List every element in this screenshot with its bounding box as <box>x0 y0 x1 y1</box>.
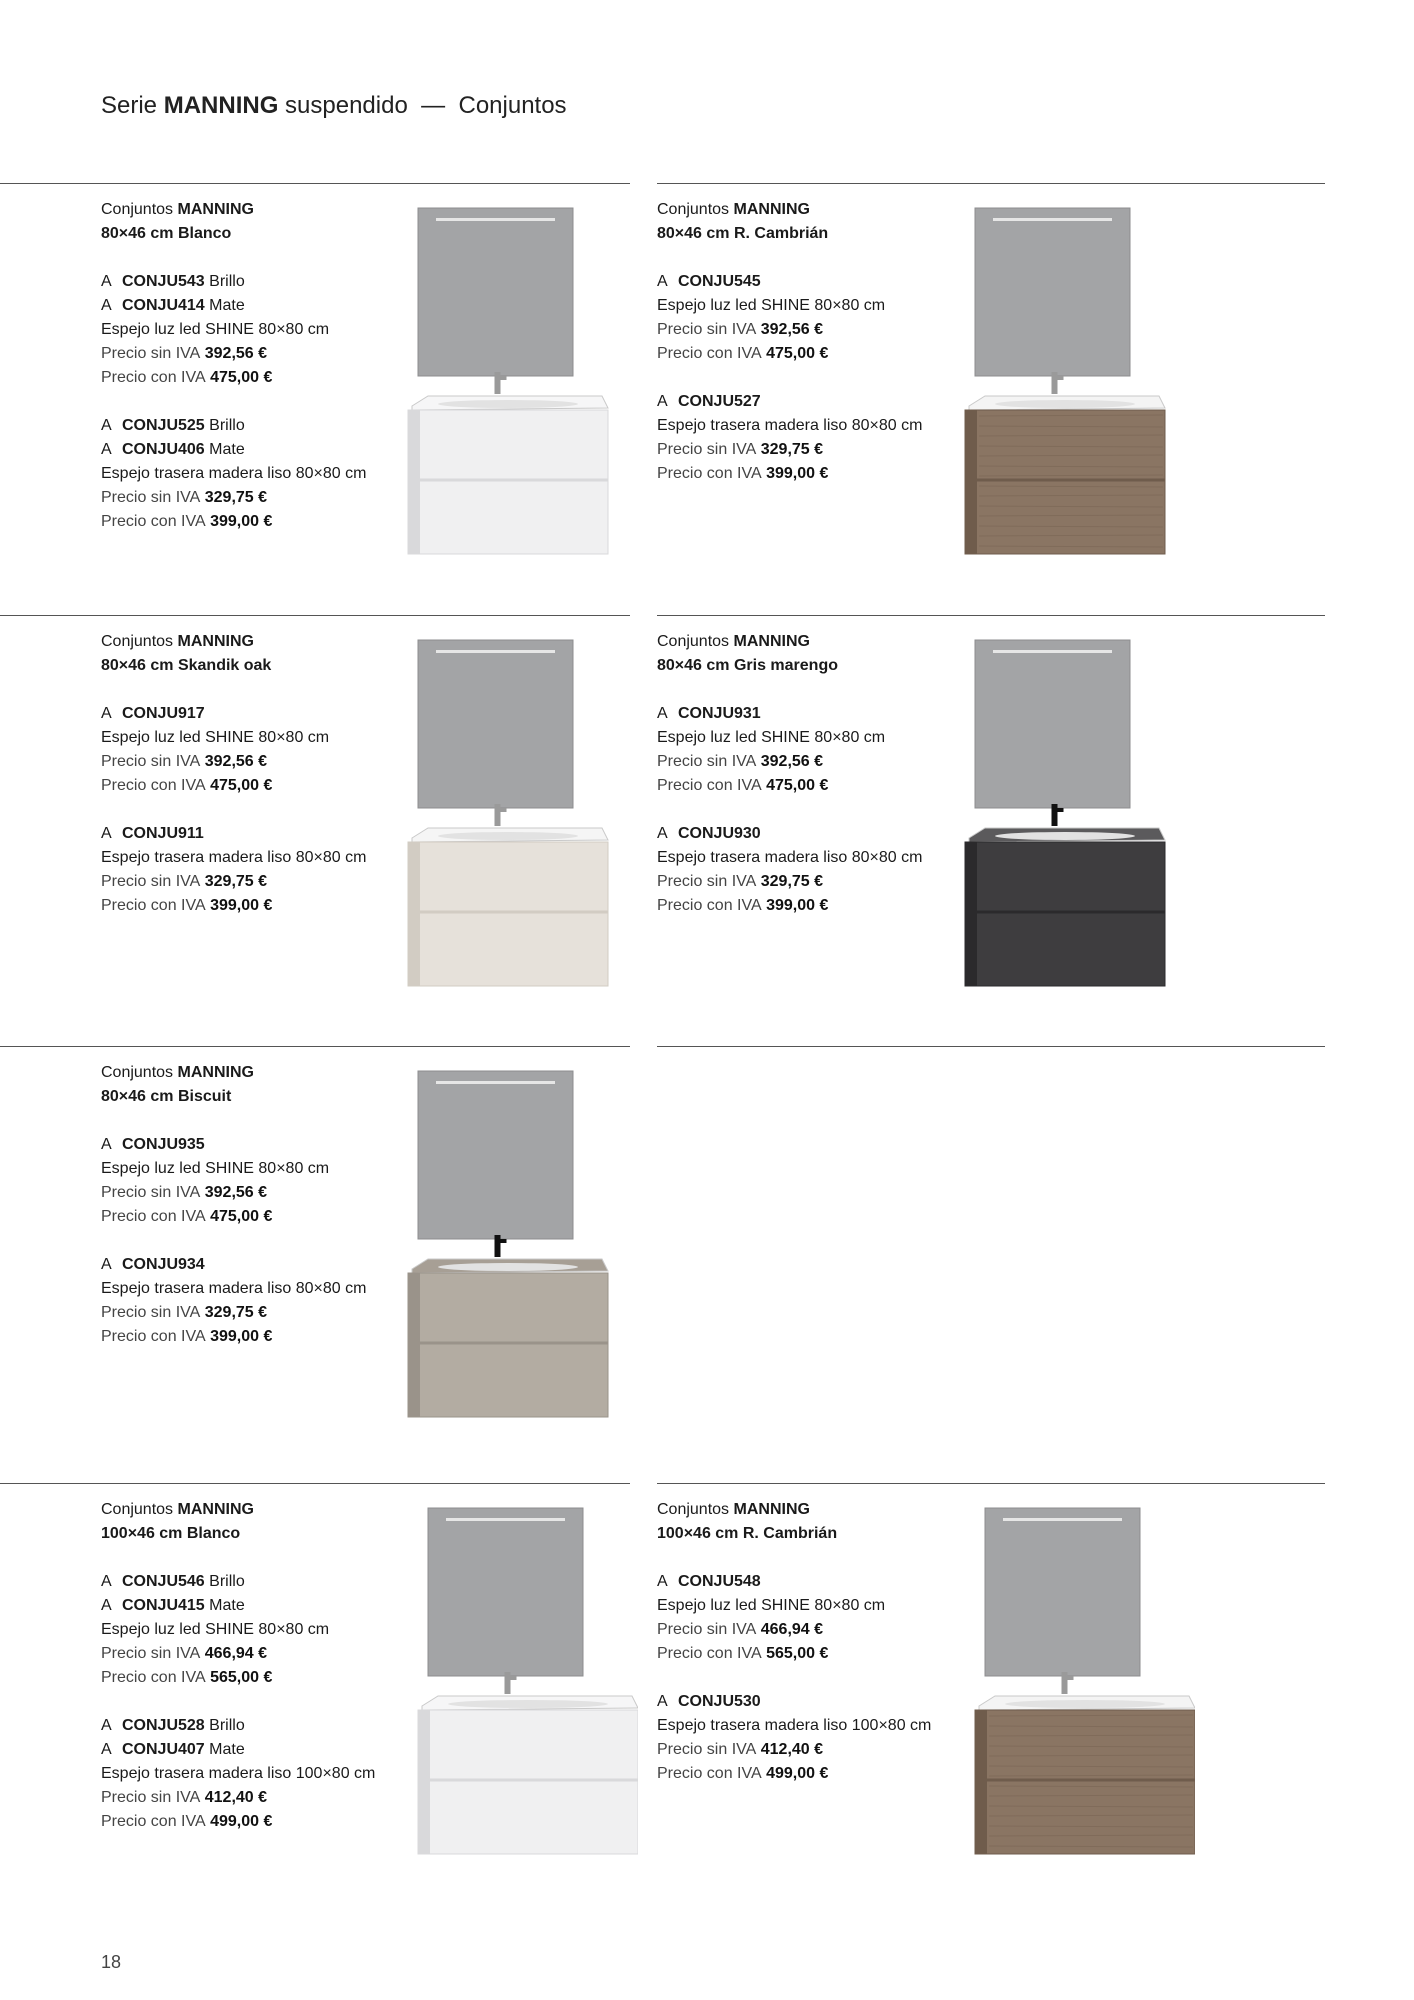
price-value: 565,00 € <box>761 1645 829 1662</box>
finish: Brillo <box>204 417 245 434</box>
heading-brand: MANNING <box>177 633 254 650</box>
block-size: 80×46 cm R. Cambrián <box>657 225 829 242</box>
block-heading <box>657 1498 931 1522</box>
price-without-vat <box>657 870 922 894</box>
cabinet <box>408 410 608 554</box>
code-letter: A <box>101 1741 112 1758</box>
price-label: Precio con IVA <box>101 513 206 530</box>
price-value: 412,40 € <box>756 1741 824 1758</box>
price-label: Precio con IVA <box>101 777 206 794</box>
price-without-vat <box>101 342 366 366</box>
price-label: Precio sin IVA <box>101 489 201 506</box>
divider <box>657 615 1325 616</box>
cabinet-side <box>975 1710 987 1854</box>
price-label: Precio con IVA <box>101 1669 206 1686</box>
price-label: Precio sin IVA <box>101 1645 201 1662</box>
code-line <box>101 294 366 318</box>
cabinet <box>408 842 608 986</box>
heading-brand: MANNING <box>177 1064 254 1081</box>
price-without-vat <box>657 750 922 774</box>
product-code: CONJU548 <box>678 1573 761 1590</box>
product-code: CONJU930 <box>678 825 761 842</box>
price-without-vat <box>101 1181 366 1205</box>
price-value: 475,00 € <box>205 1208 273 1225</box>
product-code: CONJU530 <box>678 1693 761 1710</box>
spacer <box>101 1690 375 1714</box>
tap <box>1062 1672 1068 1694</box>
price-label: Precio sin IVA <box>101 1789 201 1806</box>
finish: Brillo <box>204 1573 245 1590</box>
finish: Mate <box>204 441 245 458</box>
price-without-vat <box>657 1618 931 1642</box>
price-with-vat <box>657 342 922 366</box>
price-value: 399,00 € <box>205 513 273 530</box>
price-value: 329,75 € <box>200 1304 268 1321</box>
price-value: 475,00 € <box>761 777 829 794</box>
mirror <box>985 1508 1140 1676</box>
product-image <box>955 632 1175 992</box>
led-strip <box>446 1518 565 1521</box>
finish: Mate <box>204 1741 245 1758</box>
code-line <box>101 1714 375 1738</box>
price-label: Precio con IVA <box>101 1813 206 1830</box>
code-line <box>657 270 922 294</box>
cabinet <box>408 1273 608 1417</box>
spacer <box>101 798 366 822</box>
price-label: Precio con IVA <box>101 1208 206 1225</box>
price-value: 499,00 € <box>761 1765 829 1782</box>
spacer <box>657 678 922 702</box>
product-code: CONJU546 <box>122 1573 205 1590</box>
price-value: 466,94 € <box>200 1645 268 1662</box>
product-code: CONJU407 <box>122 1741 205 1758</box>
heading-brand: MANNING <box>733 1501 810 1518</box>
tap <box>495 804 501 826</box>
price-with-vat <box>101 510 366 534</box>
block-heading <box>101 1061 366 1085</box>
tap <box>1052 804 1058 826</box>
title-suffix: suspendido <box>285 92 408 119</box>
price-with-vat <box>657 1642 931 1666</box>
price-without-vat <box>657 318 922 342</box>
code-line <box>657 1690 931 1714</box>
product-code: CONJU545 <box>678 273 761 290</box>
spacer <box>657 1666 931 1690</box>
spacer <box>657 246 922 270</box>
heading-brand: MANNING <box>177 1501 254 1518</box>
code-line <box>657 702 922 726</box>
mirror-description: Espejo luz led SHINE 80×80 cm <box>101 729 330 746</box>
divider <box>0 183 630 184</box>
code-letter: A <box>101 705 112 722</box>
code-line <box>101 438 366 462</box>
mirror <box>428 1508 583 1676</box>
spacer <box>657 366 922 390</box>
page-number: 18 <box>101 1952 122 1972</box>
code-letter: A <box>657 393 668 410</box>
price-with-vat <box>657 894 922 918</box>
product-code: CONJU528 <box>122 1717 205 1734</box>
block-size: 80×46 cm Blanco <box>101 225 232 242</box>
title-section: Conjuntos <box>458 92 567 119</box>
code-letter: A <box>101 1597 112 1614</box>
mirror <box>418 640 573 808</box>
product-code: CONJU406 <box>122 441 205 458</box>
price-label: Precio con IVA <box>657 897 762 914</box>
block-size: 100×46 cm Blanco <box>101 1525 241 1542</box>
tap-handle <box>508 1676 517 1680</box>
spacer <box>101 678 366 702</box>
price-label: Precio sin IVA <box>657 441 757 458</box>
product-code: CONJU543 <box>122 273 205 290</box>
product-code: CONJU415 <box>122 1597 205 1614</box>
cabinet <box>418 1710 638 1854</box>
block-heading <box>101 630 366 654</box>
price-value: 399,00 € <box>205 1328 273 1345</box>
price-without-vat <box>101 1642 375 1666</box>
price-value: 392,56 € <box>200 345 268 362</box>
cabinet-side <box>408 410 420 554</box>
spacer <box>657 798 922 822</box>
heading-prefix: Conjuntos <box>657 1501 734 1518</box>
product-block <box>657 630 922 918</box>
price-with-vat <box>101 1205 366 1229</box>
basin-bowl <box>995 832 1135 840</box>
product-image <box>398 632 618 992</box>
product-image <box>955 1500 1195 1860</box>
product-code: CONJU527 <box>678 393 761 410</box>
product-code: CONJU934 <box>122 1256 205 1273</box>
block-heading <box>657 198 922 222</box>
product-block <box>101 1498 375 1834</box>
code-letter: A <box>101 1717 112 1734</box>
spacer <box>101 1546 375 1570</box>
mirror-description: Espejo luz led SHINE 80×80 cm <box>101 1621 330 1638</box>
led-strip <box>436 1081 555 1084</box>
price-value: 499,00 € <box>205 1813 273 1830</box>
price-value: 399,00 € <box>205 897 273 914</box>
code-letter: A <box>101 273 112 290</box>
divider <box>0 615 630 616</box>
price-value: 392,56 € <box>200 1184 268 1201</box>
code-letter: A <box>657 273 668 290</box>
price-without-vat <box>101 870 366 894</box>
price-label: Precio sin IVA <box>657 1741 757 1758</box>
price-value: 475,00 € <box>205 369 273 386</box>
mirror-description: Espejo luz led SHINE 80×80 cm <box>101 321 330 338</box>
tap <box>1052 372 1058 394</box>
block-size: 80×46 cm Biscuit <box>101 1088 232 1105</box>
cabinet-side <box>408 1273 420 1417</box>
price-with-vat <box>101 366 366 390</box>
code-letter: A <box>657 1573 668 1590</box>
price-value: 399,00 € <box>761 897 829 914</box>
divider <box>657 1046 1325 1047</box>
code-line <box>101 702 366 726</box>
code-letter: A <box>101 1573 112 1590</box>
block-size: 80×46 cm Skandik oak <box>101 657 272 674</box>
finish: Mate <box>204 297 245 314</box>
code-line <box>101 414 366 438</box>
price-label: Precio sin IVA <box>101 753 201 770</box>
basin-bowl <box>438 1263 578 1271</box>
price-label: Precio sin IVA <box>101 873 201 890</box>
code-line <box>101 1594 375 1618</box>
mirror-description: Espejo luz led SHINE 80×80 cm <box>657 729 886 746</box>
product-image <box>398 1063 618 1423</box>
mirror <box>975 208 1130 376</box>
product-code: CONJU935 <box>122 1136 205 1153</box>
heading-brand: MANNING <box>177 201 254 218</box>
price-without-vat <box>657 438 922 462</box>
price-value: 399,00 € <box>761 465 829 482</box>
code-line <box>101 1253 366 1277</box>
block-size: 100×46 cm R. Cambrián <box>657 1525 838 1542</box>
finish: Brillo <box>204 1717 245 1734</box>
cabinet-side <box>408 842 420 986</box>
title-prefix: Serie <box>101 92 158 119</box>
product-block <box>101 198 366 534</box>
heading-prefix: Conjuntos <box>657 201 734 218</box>
price-label: Precio con IVA <box>657 1765 762 1782</box>
block-size: 80×46 cm Gris marengo <box>657 657 838 674</box>
product-code: CONJU931 <box>678 705 761 722</box>
page-title <box>101 92 567 120</box>
product-image <box>955 200 1175 560</box>
mirror <box>975 640 1130 808</box>
cabinet <box>965 410 1165 554</box>
price-label: Precio sin IVA <box>101 1304 201 1321</box>
divider <box>0 1046 630 1047</box>
code-letter: A <box>657 705 668 722</box>
price-value: 475,00 € <box>205 777 273 794</box>
spacer <box>101 390 366 414</box>
tap-handle <box>498 376 507 380</box>
divider <box>657 183 1325 184</box>
basin-bowl <box>438 832 578 840</box>
price-value: 565,00 € <box>205 1669 273 1686</box>
spacer <box>657 1546 931 1570</box>
price-label: Precio sin IVA <box>101 1184 201 1201</box>
price-label: Precio con IVA <box>657 1645 762 1662</box>
tap <box>495 372 501 394</box>
title-brand: MANNING <box>163 92 279 119</box>
price-value: 412,40 € <box>200 1789 268 1806</box>
finish: Brillo <box>204 273 245 290</box>
heading-prefix: Conjuntos <box>101 1501 178 1518</box>
cabinet <box>965 842 1165 986</box>
heading-brand: MANNING <box>733 201 810 218</box>
price-with-vat <box>657 462 922 486</box>
price-label: Precio con IVA <box>657 345 762 362</box>
heading-prefix: Conjuntos <box>101 1064 178 1081</box>
led-strip <box>1003 1518 1122 1521</box>
tap-handle <box>498 808 507 812</box>
price-value: 329,75 € <box>200 873 268 890</box>
mirror-description: Espejo trasera madera liso 100×80 cm <box>657 1717 932 1734</box>
price-label: Precio con IVA <box>101 897 206 914</box>
code-letter: A <box>657 825 668 842</box>
code-line <box>101 1133 366 1157</box>
product-code: CONJU525 <box>122 417 205 434</box>
price-with-vat <box>101 1810 375 1834</box>
price-without-vat <box>657 1738 931 1762</box>
heading-prefix: Conjuntos <box>101 201 178 218</box>
cabinet-side <box>965 410 977 554</box>
finish: Mate <box>204 1597 245 1614</box>
spacer <box>101 1229 366 1253</box>
price-value: 392,56 € <box>756 753 824 770</box>
mirror-description: Espejo trasera madera liso 100×80 cm <box>101 1765 376 1782</box>
block-heading <box>101 198 366 222</box>
mirror-description: Espejo luz led SHINE 80×80 cm <box>657 297 886 314</box>
price-label: Precio sin IVA <box>657 1621 757 1638</box>
cabinet <box>975 1710 1195 1854</box>
price-label: Precio sin IVA <box>657 873 757 890</box>
price-label: Precio con IVA <box>101 1328 206 1345</box>
code-line <box>657 822 922 846</box>
code-line <box>101 270 366 294</box>
product-image <box>398 200 618 560</box>
price-without-vat <box>101 750 366 774</box>
mirror <box>418 208 573 376</box>
code-letter: A <box>101 1136 112 1153</box>
code-line <box>101 1570 375 1594</box>
price-label: Precio con IVA <box>657 465 762 482</box>
divider <box>657 1483 1325 1484</box>
cabinet-side <box>965 842 977 986</box>
price-value: 329,75 € <box>200 489 268 506</box>
product-code: CONJU917 <box>122 705 205 722</box>
tap-handle <box>1065 1676 1074 1680</box>
divider <box>0 1483 630 1484</box>
code-letter: A <box>101 441 112 458</box>
price-with-vat <box>657 1762 931 1786</box>
code-line <box>657 390 922 414</box>
basin-bowl <box>995 400 1135 408</box>
heading-prefix: Conjuntos <box>101 633 178 650</box>
price-without-vat <box>101 1786 375 1810</box>
mirror-description: Espejo trasera madera liso 80×80 cm <box>657 849 923 866</box>
code-line <box>657 1570 931 1594</box>
price-value: 329,75 € <box>756 441 824 458</box>
product-block <box>657 198 922 486</box>
title-dash: — <box>421 92 446 119</box>
product-image <box>398 1500 638 1860</box>
tap <box>505 1672 511 1694</box>
price-value: 329,75 € <box>756 873 824 890</box>
code-letter: A <box>101 825 112 842</box>
price-with-vat <box>101 1666 375 1690</box>
block-heading <box>657 630 922 654</box>
price-label: Precio con IVA <box>657 777 762 794</box>
basin-bowl <box>438 400 578 408</box>
price-with-vat <box>657 774 922 798</box>
mirror-description: Espejo luz led SHINE 80×80 cm <box>657 1597 886 1614</box>
code-line <box>101 1738 375 1762</box>
product-block <box>101 630 366 918</box>
price-with-vat <box>101 894 366 918</box>
led-strip <box>436 650 555 653</box>
code-letter: A <box>101 1256 112 1273</box>
price-label: Precio sin IVA <box>101 345 201 362</box>
product-block <box>101 1061 366 1349</box>
led-strip <box>993 218 1112 221</box>
code-letter: A <box>101 417 112 434</box>
tap-handle <box>1055 376 1064 380</box>
price-without-vat <box>101 1301 366 1325</box>
product-code: CONJU911 <box>122 825 204 842</box>
tap-handle <box>498 1239 507 1243</box>
basin-bowl <box>1005 1700 1165 1708</box>
led-strip <box>436 218 555 221</box>
price-value: 475,00 € <box>761 345 829 362</box>
product-code: CONJU414 <box>122 297 205 314</box>
code-line <box>101 822 366 846</box>
price-label: Precio sin IVA <box>657 321 757 338</box>
product-block <box>657 1498 931 1786</box>
cabinet-side <box>418 1710 430 1854</box>
price-without-vat <box>101 486 366 510</box>
block-heading <box>101 1498 375 1522</box>
mirror-description: Espejo trasera madera liso 80×80 cm <box>101 1280 367 1297</box>
mirror <box>418 1071 573 1239</box>
price-with-vat <box>101 774 366 798</box>
price-with-vat <box>101 1325 366 1349</box>
heading-brand: MANNING <box>733 633 810 650</box>
code-letter: A <box>657 1693 668 1710</box>
mirror-description: Espejo trasera madera liso 80×80 cm <box>657 417 923 434</box>
led-strip <box>993 650 1112 653</box>
heading-prefix: Conjuntos <box>657 633 734 650</box>
price-label: Precio con IVA <box>101 369 206 386</box>
price-value: 466,94 € <box>756 1621 824 1638</box>
spacer <box>101 246 366 270</box>
tap <box>495 1235 501 1257</box>
mirror-description: Espejo trasera madera liso 80×80 cm <box>101 465 367 482</box>
price-label: Precio sin IVA <box>657 753 757 770</box>
spacer <box>101 1109 366 1133</box>
price-value: 392,56 € <box>200 753 268 770</box>
code-letter: A <box>101 297 112 314</box>
mirror-description: Espejo trasera madera liso 80×80 cm <box>101 849 367 866</box>
tap-handle <box>1055 808 1064 812</box>
mirror-description: Espejo luz led SHINE 80×80 cm <box>101 1160 330 1177</box>
basin-bowl <box>448 1700 608 1708</box>
price-value: 392,56 € <box>756 321 824 338</box>
